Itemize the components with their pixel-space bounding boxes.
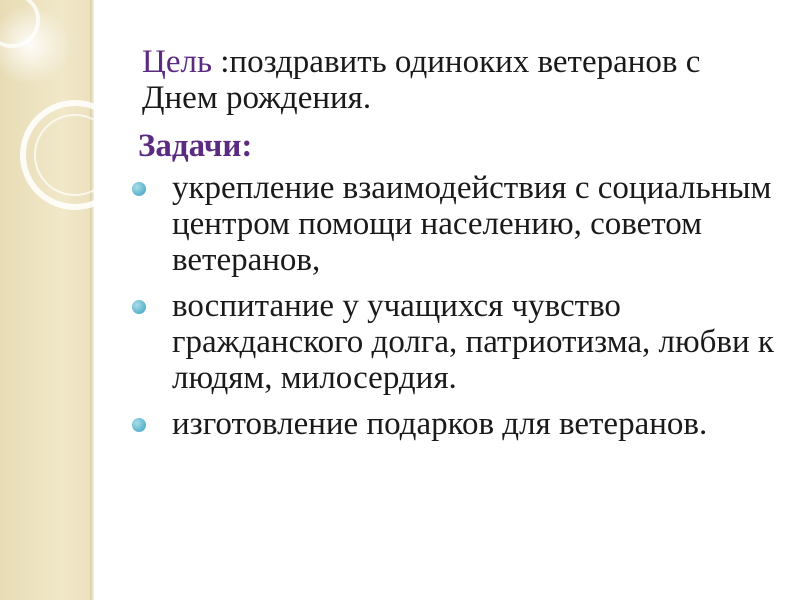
bullet-dot-icon xyxy=(132,182,146,196)
task-text: укрепление взаимодействия с социальным центром помощи населению, советом ветеранов, xyxy=(172,170,772,278)
goal-text: :поздравить одиноких ветеранов с Днем рождения. xyxy=(142,44,701,116)
goal-paragraph xyxy=(128,44,778,116)
goal-label: Цель xyxy=(142,44,212,80)
slide-content xyxy=(128,44,778,452)
task-text: изготовление подарков для ветеранов. xyxy=(172,406,708,442)
list-item xyxy=(128,406,778,442)
ring-large xyxy=(23,103,127,207)
bullet-dot-icon xyxy=(132,418,146,432)
bullet-dot-icon xyxy=(132,300,146,314)
list-item xyxy=(128,170,778,278)
task-text: воспитание у учащихся чувство гражданского долга, патриотизма, любви к людям, милосердия. xyxy=(172,288,774,396)
tasks-list xyxy=(128,170,778,442)
list-item xyxy=(128,288,778,396)
tasks-heading: Задачи: xyxy=(138,128,253,164)
ring-inner xyxy=(35,115,115,195)
